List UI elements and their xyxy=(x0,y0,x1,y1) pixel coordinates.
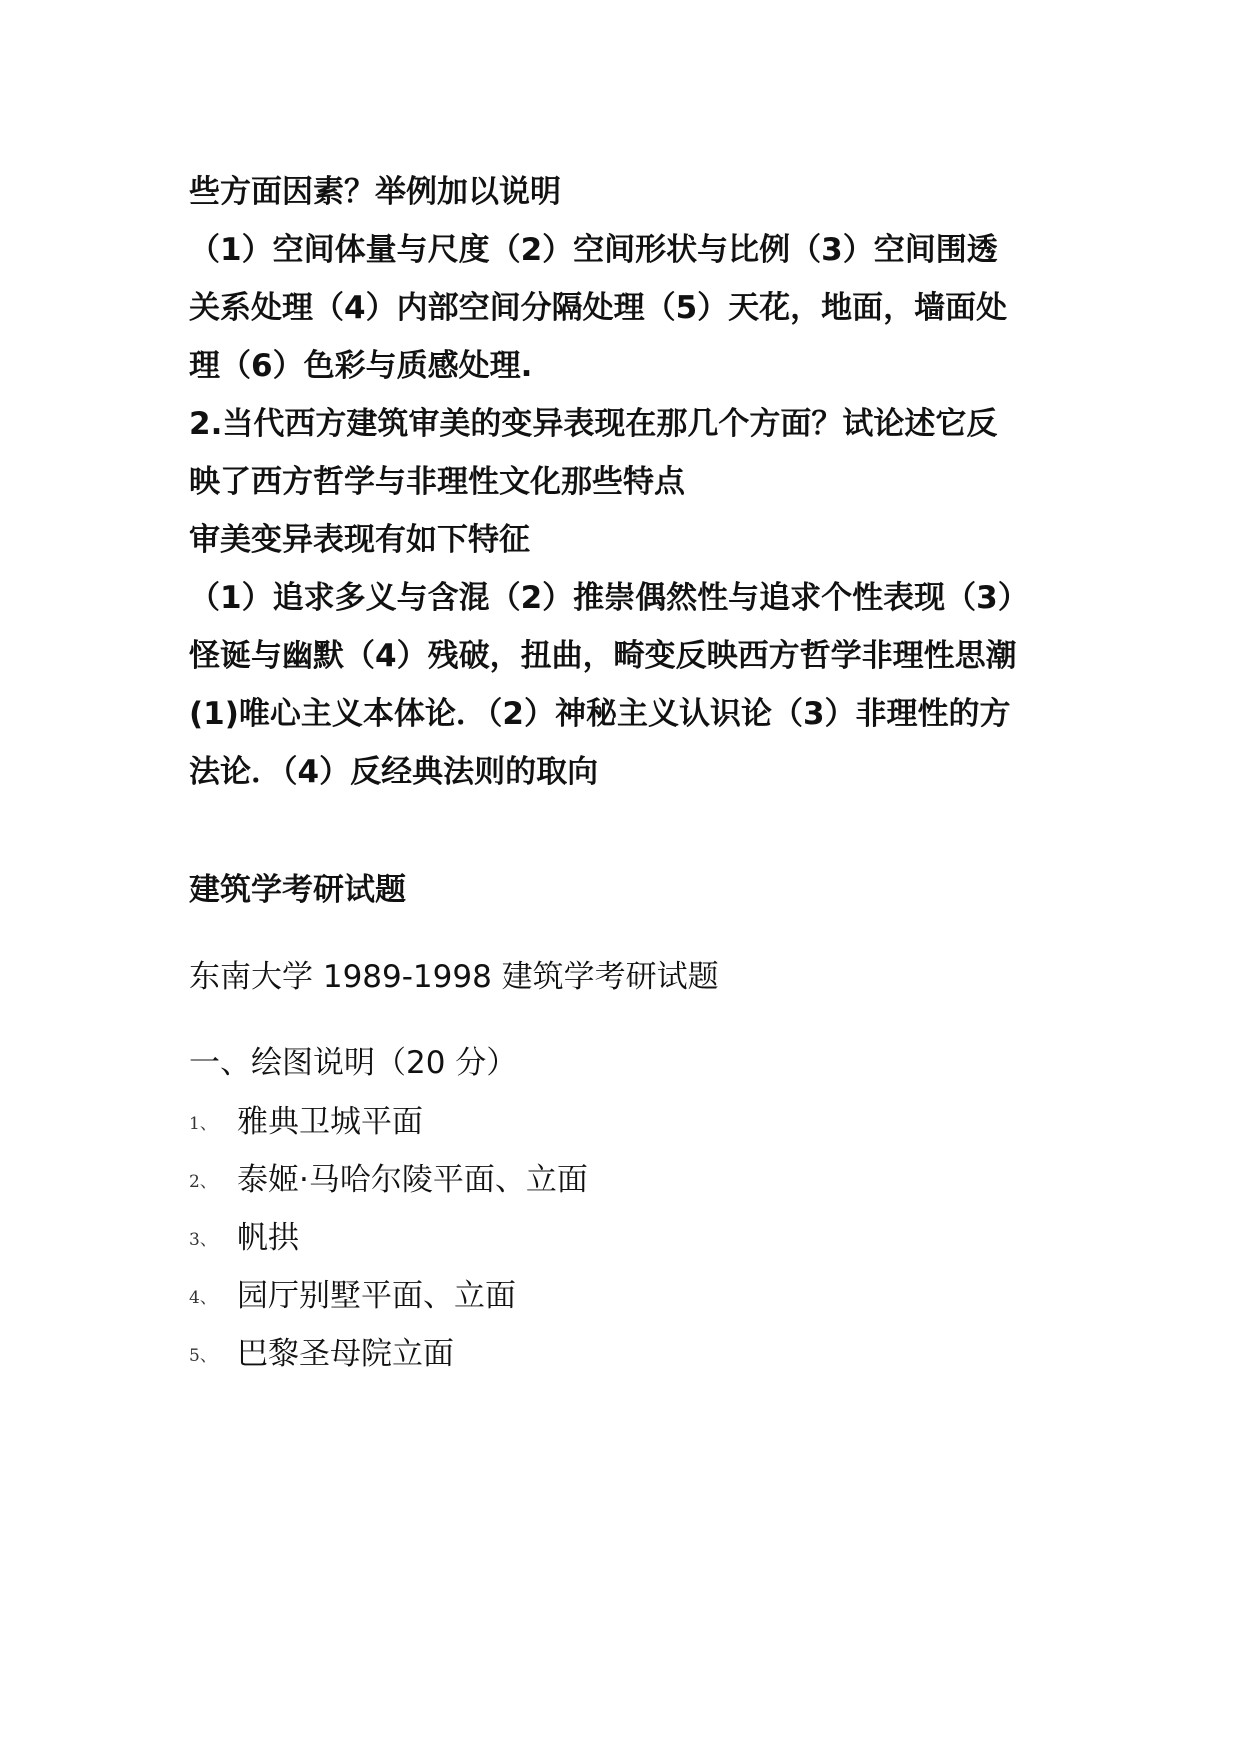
list-number: 4、 xyxy=(189,1288,217,1308)
list-text: 帆拱 xyxy=(237,1220,299,1256)
answer-line: 关系处理（4）内部空间分隔处理（5）天花，地面，墙面处 xyxy=(189,290,1008,326)
exam-title: 东南大学 1989-1998 建筑学考研试题 xyxy=(189,959,719,995)
answer-line: (1)唯心主义本体论．（2）神秘主义认识论（3）非理性的方 xyxy=(189,696,1011,732)
list-number: 1、 xyxy=(189,1114,217,1134)
part-one-heading: 一、绘图说明（20 分） xyxy=(189,1045,518,1081)
list-text: 泰姬·马哈尔陵平面、立面 xyxy=(237,1162,588,1198)
answer-line: （1）空间体量与尺度（2）空间形状与比例（3）空间围透 xyxy=(189,232,998,268)
list-text: 雅典卫城平面 xyxy=(237,1104,423,1140)
answer-line: 些方面因素？举例加以说明 xyxy=(189,174,561,210)
section-title: 建筑学考研试题 xyxy=(189,872,406,908)
list-number: 5、 xyxy=(189,1346,217,1366)
question-line: 映了西方哲学与非理性文化那些特点 xyxy=(189,464,685,500)
answer-line: （1）追求多义与含混（2）推崇偶然性与追求个性表现（3） xyxy=(189,580,1029,616)
list-text: 园厅别墅平面、立面 xyxy=(237,1278,516,1314)
list-text: 巴黎圣母院立面 xyxy=(237,1336,454,1372)
answer-line: 法论．（4）反经典法则的取向 xyxy=(189,754,599,790)
answer-line: 怪诞与幽默（4）残破，扭曲，畸变反映西方哲学非理性思潮 xyxy=(189,638,1017,674)
answer-line: 理（6）色彩与质感处理. xyxy=(189,348,533,384)
list-number: 3、 xyxy=(189,1230,217,1250)
list-number: 2、 xyxy=(189,1172,217,1192)
answer-line: 审美变异表现有如下特征 xyxy=(189,522,530,558)
question-line: 2.当代西方建筑审美的变异表现在那几个方面？试论述它反 xyxy=(189,406,998,442)
